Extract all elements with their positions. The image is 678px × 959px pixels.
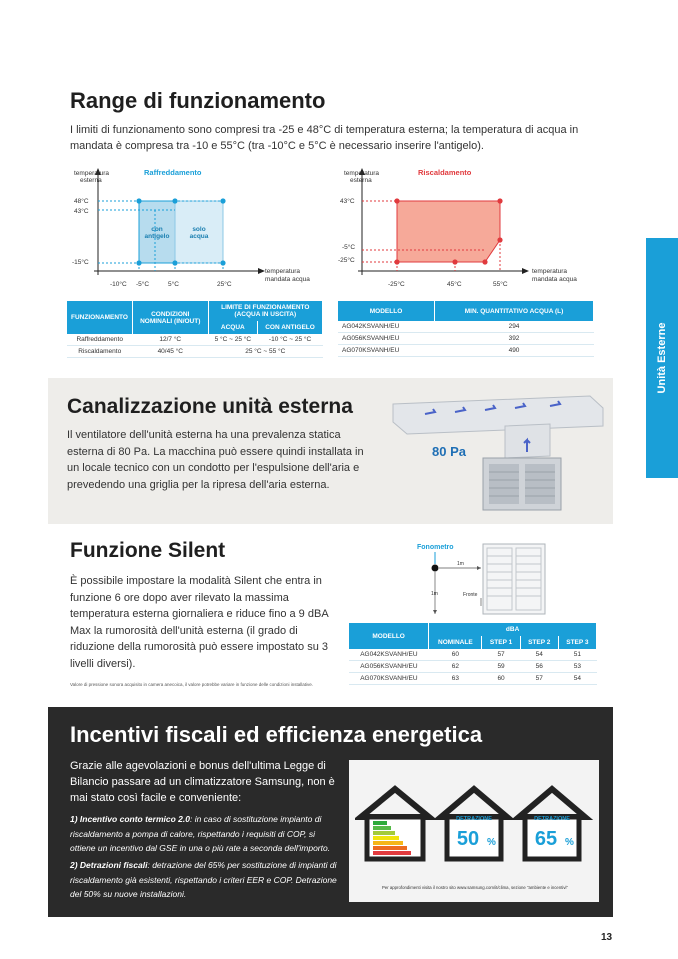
- incentive-label: 1) Incentivo conto termico 2.0: [70, 814, 190, 824]
- col-subheader: STEP 1: [482, 636, 520, 649]
- table-cell: 54: [520, 649, 558, 661]
- incentive-item-2: [70, 858, 340, 902]
- table-cell: 5 °C ~ 25 °C: [208, 334, 258, 346]
- cooling-y-label-1: temperatura: [74, 170, 110, 177]
- cooling-x-label-1: temperatura: [265, 268, 301, 275]
- heating-x-label-2: mandata acqua: [532, 276, 577, 283]
- heating-chart-title: Riscaldamento: [418, 168, 472, 177]
- page-number: 13: [601, 932, 613, 943]
- heating-zone: [397, 201, 500, 262]
- unit-panel-right: [525, 464, 555, 504]
- incentives-intro: Grazie alle agevolazioni e bonus dell'ultima Legge di Bilancio passare ad un climatizzatore Samsung, non è mai stato così facile e conveniente:: [70, 760, 335, 804]
- side-tab-label: Unità Esterne: [656, 322, 668, 394]
- phonometer-icon: [432, 565, 439, 572]
- heating-ytick: 43°C: [340, 198, 355, 205]
- incentive-item-1: [70, 812, 340, 856]
- cool-point: [136, 260, 141, 265]
- duct-shape: [393, 396, 603, 434]
- cooling-chart: [60, 165, 320, 293]
- house-energy-icon: [361, 789, 429, 859]
- incentive-text: : in caso di sostituzione impianto di riscaldamento a pompa di calore, rispettando i requisiti di COP, si ottiene un incentivo dal GSE in una o più rate a seconda dell'importo.: [70, 814, 331, 853]
- col-subheader: ACQUA: [208, 321, 258, 334]
- table-cell: 12/7 °C: [132, 334, 208, 346]
- cool-point: [220, 198, 225, 203]
- heating-ytick: -25°C: [338, 257, 355, 264]
- cooling-xtick: -10°C: [110, 281, 127, 288]
- badge-50-pct: %: [487, 837, 496, 848]
- table-cell: AG070KSVANH/EU: [338, 345, 435, 357]
- badge-50-value: 50: [456, 828, 480, 850]
- cool-point: [220, 260, 225, 265]
- table-cell: 60: [429, 649, 482, 661]
- cooling-chart-title: Raffreddamento: [144, 168, 202, 177]
- table-row: [349, 649, 597, 661]
- phonometer-diagram: [415, 540, 565, 618]
- col-subheader: STEP 2: [520, 636, 558, 649]
- table-row: [67, 346, 323, 358]
- table-cell: AG070KSVANH/EU: [349, 673, 429, 685]
- col-header: LIMITE DI FUNZIONAMENTO (ACQUA IN USCITA): [208, 301, 322, 321]
- table-cell: Raffreddamento: [67, 334, 132, 346]
- cooling-ytick: 48°C: [74, 198, 89, 205]
- range-description: I limiti di funzionamento sono compresi tra -25 e 48°C di temperatura esterna; la temperatura di acqua in mandata è compresa tra -10 e 55°C (tra -10°C e 5°C è necessario inserire l'antigelo).: [70, 124, 579, 152]
- section-side-tab: [646, 238, 678, 478]
- col-header: CONDIZIONI NOMINALI (IN/OUT): [132, 301, 208, 334]
- zone-antifreeze-label: antigelo: [144, 233, 170, 240]
- heat-point: [394, 259, 399, 264]
- col-header: FUNZIONAMENTO: [67, 301, 132, 334]
- heating-xtick: 45°C: [447, 281, 462, 288]
- cooling-y-label-2: esterna: [80, 177, 102, 184]
- incentive-text: : detrazione del 65% per sostituzione di impianti di riscaldamento già esistenti, rispettando i criteri EER e COP. Detrazione del 50% su nuove installazioni.: [70, 860, 337, 899]
- table-cell: 57: [482, 649, 520, 661]
- silent-description: È possibile impostare la modalità Silent che entra in funzione 6 ore dopo aver rilevato la massima temperatura esterna giornaliera e riduce fino a 9 dBA Max la rumorosità dell'unità esterna (il grado di riduzione della rumorosità può essere impostato su 3 livelli diversi).: [70, 575, 329, 670]
- table-cell: 490: [435, 345, 594, 357]
- heat-point: [497, 198, 502, 203]
- table-cell: 25 °C ~ 55 °C: [208, 346, 322, 358]
- table-cell: AG056KSVANH/EU: [338, 333, 435, 345]
- col-header: dBA: [429, 623, 597, 636]
- table-cell: AG056KSVANH/EU: [349, 661, 429, 673]
- dist-label: 1m: [457, 561, 464, 567]
- table-cell: 57: [520, 673, 558, 685]
- cooling-x-arrow: [258, 268, 265, 274]
- heating-x-label-1: temperatura: [532, 268, 568, 275]
- cooling-x-label-2: mandata acqua: [265, 276, 310, 283]
- col-header: MODELLO: [338, 301, 435, 321]
- heat-point: [394, 198, 399, 203]
- cool-point: [172, 198, 177, 203]
- table-cell: -10 °C ~ 25 °C: [258, 334, 323, 346]
- ducted-unit-illustration: [385, 386, 610, 516]
- table-cell: AG042KSVANH/EU: [349, 649, 429, 661]
- cooling-xtick: 25°C: [217, 281, 232, 288]
- table-row: [67, 334, 323, 346]
- heating-y-label-1: temperatura: [344, 170, 380, 177]
- table-cell: 53: [558, 661, 596, 673]
- cooling-xtick: 5°C: [168, 281, 179, 288]
- cool-point: [136, 198, 141, 203]
- cooling-ytick: -15°C: [72, 259, 89, 266]
- unit-panel-left: [489, 464, 519, 504]
- table-cell: 63: [429, 673, 482, 685]
- col-subheader: CON ANTIGELO: [258, 321, 323, 334]
- limits-table: [67, 301, 323, 358]
- pressure-label: 80 Pa: [432, 444, 466, 459]
- table-cell: 392: [435, 333, 594, 345]
- table-cell: Riscaldamento: [67, 346, 132, 358]
- table-cell: 62: [429, 661, 482, 673]
- zone-water-label: solo: [192, 226, 206, 233]
- phonometer-label: Fonometro: [417, 544, 454, 551]
- heat-point: [482, 259, 487, 264]
- heating-xtick: -25°C: [388, 281, 405, 288]
- col-subheader: STEP 3: [558, 636, 596, 649]
- table-row: [338, 333, 594, 345]
- badge-65-pct: %: [565, 837, 574, 848]
- heat-point: [497, 237, 502, 242]
- heating-xtick: 55°C: [493, 281, 508, 288]
- heating-chart: [330, 165, 600, 293]
- heating-x-arrow: [522, 268, 529, 274]
- front-label: Fronte: [463, 592, 478, 598]
- heating-ytick: -5°C: [342, 244, 356, 251]
- cool-point: [172, 260, 177, 265]
- canal-description: Il ventilatore dell'unità esterna ha una prevalenza statica esterna di 80 Pa. La macchina può essere quindi installata in un locale tecnico con un condotto per l'espulsione dell'aria e prevedendo una griglia per la ripresa dell'aria esterna.: [67, 429, 364, 491]
- badge-65-value: 65: [534, 828, 558, 850]
- silent-footnote: Valore di pressione sonora acquisito in camera anecoica, il valore potrebbe variare in funzione delle condizioni installative.: [70, 682, 314, 687]
- table-cell: 51: [558, 649, 596, 661]
- table-row: [349, 673, 597, 685]
- silent-table: [349, 623, 597, 685]
- col-header: MIN. QUANTITATIVO ACQUA (L): [435, 301, 594, 321]
- range-title: Range di funzionamento: [70, 88, 326, 113]
- water-quantity-table: [338, 301, 594, 357]
- table-row: [338, 345, 594, 357]
- table-cell: AG042KSVANH/EU: [338, 321, 435, 333]
- canal-title: Canalizzazione unità esterna: [67, 395, 353, 418]
- table-cell: 54: [558, 673, 596, 685]
- table-row: [349, 661, 597, 673]
- unit-front: [483, 544, 545, 614]
- heat-point: [452, 259, 457, 264]
- incentives-footnote: Per approfondimenti visita il nostro sito www.samsung.com/it/clima, sezione "ambiente e incentivi": [382, 885, 568, 890]
- badge-label: DETRAZIONE: [534, 816, 570, 822]
- table-cell: 59: [482, 661, 520, 673]
- incentive-label: 2) Detrazioni fiscali: [70, 860, 148, 870]
- cooling-ytick: 43°C: [74, 208, 89, 215]
- dist-label-v: 1m: [431, 591, 438, 597]
- badge-label: DETRAZIONE: [456, 816, 492, 822]
- zone-antifreeze-label: con: [151, 226, 163, 233]
- cooling-xtick: -5°C: [136, 281, 150, 288]
- silent-title: Funzione Silent: [70, 539, 226, 562]
- table-cell: 40/45 °C: [132, 346, 208, 358]
- table-row: [338, 321, 594, 333]
- col-subheader: NOMINALE: [429, 636, 482, 649]
- table-cell: 294: [435, 321, 594, 333]
- table-cell: 56: [520, 661, 558, 673]
- table-cell: 60: [482, 673, 520, 685]
- zone-water-label: acqua: [189, 233, 209, 240]
- incentives-title: Incentivi fiscali ed efficienza energetica: [70, 722, 483, 747]
- col-header: MODELLO: [349, 623, 429, 649]
- heating-y-label-2: esterna: [350, 177, 372, 184]
- incentive-graphics: [355, 785, 595, 895]
